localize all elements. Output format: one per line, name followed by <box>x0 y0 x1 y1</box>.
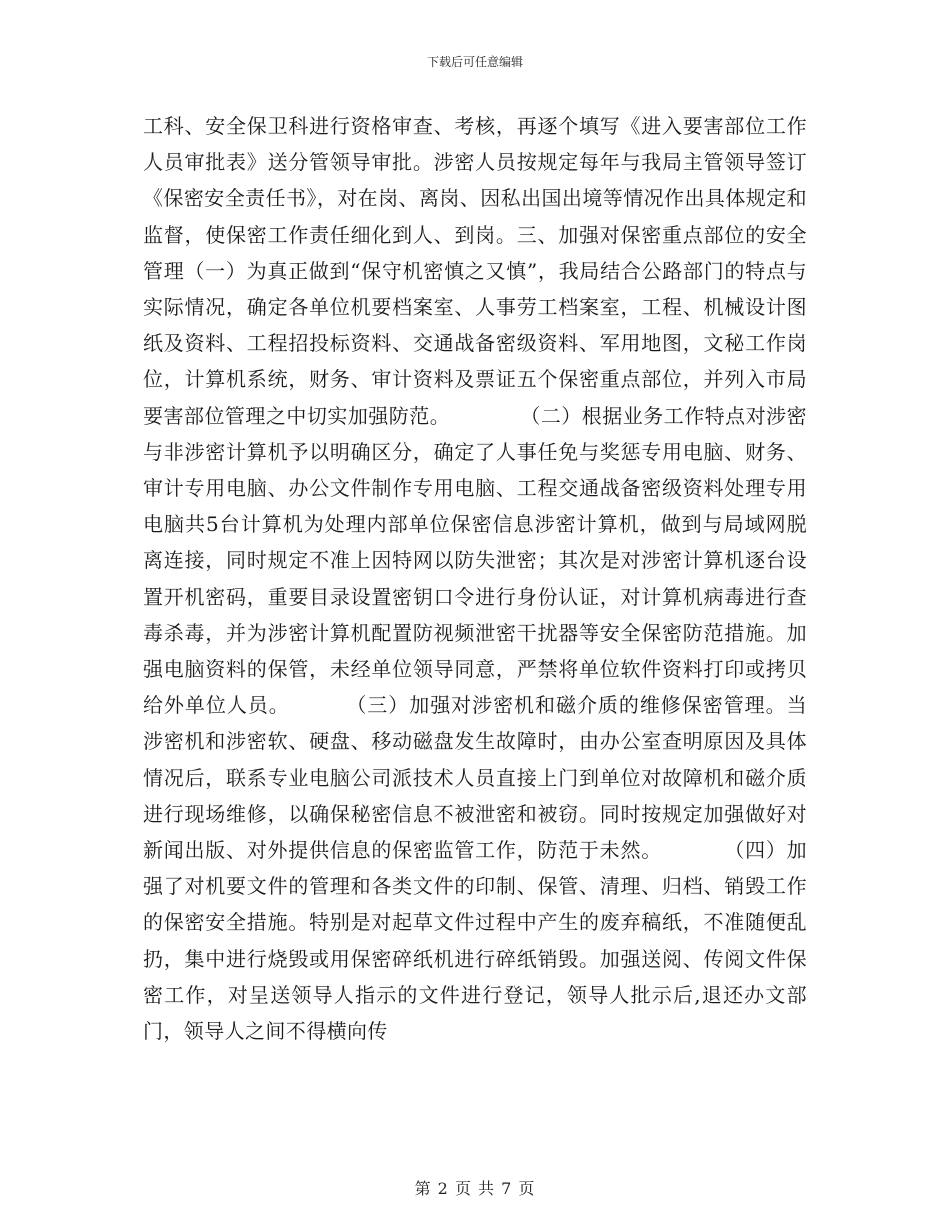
paragraph-segment-1: 工科、安全保卫科进行资格审查、考核，再逐个填写《进入要害部位工作人员审批表》送分管领导审批。涉密人员按规定每年与我局主管领导签订《保密安全责任书》，对在岗、离岗、因私出国出境等情况作出具体规定和监督，使保密工作责任细化到人、到岗。三、加强对保密重点部位的安全管理（一）为真正做到“保守机密慎之又慎”，我局结合公路部门的特点与实际情况，确定各单位机要档案室、人事劳工档案室，工程、机械设计图纸及资料、工程招投标资料、交通战备密级资料、军用地图，文秘工作岗位，计算机系统，财务、审计资料及票证五个保密重点部位，并列入市局要害部位管理之中切实加强防范。 <box>143 114 807 428</box>
page-number-footer: 第 2 页 共 7 页 <box>414 1179 536 1198</box>
paragraph-segment-4: （四）加强了对机要文件的管理和各类文件的印制、保管、清理、归档、销毁工作的保密安全措施。特别是对起草文件过程中产生的废弃稿纸，不准随便乱扔，集中进行烧毁或用保密碎纸机进行碎纸销毁。加强送阅、传阅文件保密工作，对呈送领导人指示的文件进行登记，领导人批示后,退还办文部门，领导人之间不得横向传 <box>143 838 808 1044</box>
paragraph-segment-2: （二）根据业务工作特点对涉密与非涉密计算机予以明确区分，确定了人事任免与奖惩专用电脑、财务、审计专用电脑、办公文件制作专用电脑、工程交通战备密级资料处理专用电脑共5台计算机为处理内部单位保密信息涉密计算机，做到与局域网脱离连接，同时规定不准上因特网以防失泄密；其次是对涉密计算机逐台设置开机密码，重要目录设置密钥口令进行身份认证，对计算机病毒进行查毒杀毒，并为涉密计算机配置防视频泄密干扰器等安全保密防范措施。加强电脑资料的保管，未经单位领导同意，严禁将单位软件资料打印或拷贝给外单位人员。 <box>143 403 808 718</box>
paragraph-segment-3: （三）加强对涉密机和磁介质的维修保密管理。当涉密机和涉密软、硬盘、移动磁盘发生故障时，由办公室查明原因及具体情况后，联系专业电脑公司派技术人员直接上门到单位对故障机和磁介质进行现场维修，以确保秘密信息不被泄密和被窃。同时按规定加强做好对新闻出版、对外提供信息的保密监管工作，防范于未然。 <box>143 693 807 863</box>
document-body <box>143 108 807 1049</box>
page-header-note: 下载后可任意编辑 <box>426 55 523 69</box>
